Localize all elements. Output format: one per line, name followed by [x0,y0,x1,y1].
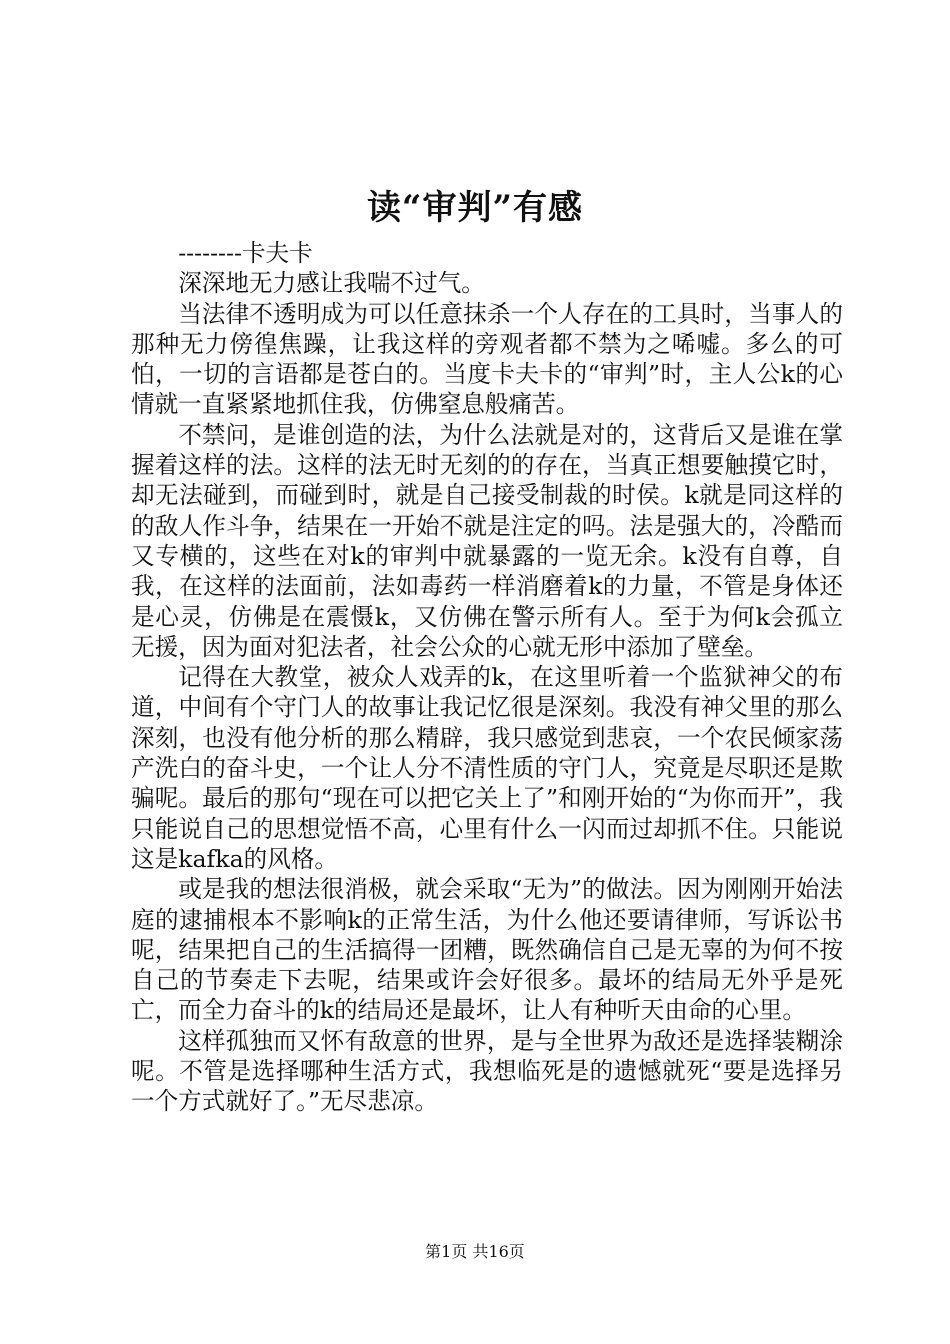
document-body [131,238,843,1117]
paragraph: 或是我的想法很消极，就会采取“无为”的做法。因为刚刚开始法庭的逮捕根本不影响k的正常生活，为什么他还要请律师，写诉讼书呢，结果把自己的生活搞得一团糟，既然确信自己是无辜的为何不按自己的节奏走下去呢，结果或许会好很多。最坏的结局无外乎是死亡，而全力奋斗的k的结局还是最坏，让人有种听天由命的心里。 [131,875,843,1025]
page-footer [0,1240,950,1264]
paragraph: 不禁问，是谁创造的法，为什么法就是对的，这背后又是谁在掌握着这样的法。这样的法无时无刻的的存在，当真正想要触摸它时，却无法碰到，而碰到时，就是自己接受制裁的时侯。k就是同这样的的敌人作斗争，结果在一开始不就是注定的吗。法是强大的，冷酷而又专横的，这些在对k的审判中就暴露的一览无余。k没有自尊，自我，在这样的法面前，法如毒药一样消磨着k的力量，不管是身体还是心灵，仿佛是在震慑k，又仿佛在警示所有人。至于为何k会孤立无援，因为面对犯法者，社会公众的心就无形中添加了壁垒。 [131,420,843,661]
page-indicator: 第1页 共16页 [425,1242,525,1261]
author-line: --------卡夫卡 [178,239,313,267]
paragraph: 记得在大教堂，被众人戏弄的k，在这里听着一个监狱神父的布道，中间有个守门人的故事让我记忆很是深刻。我没有神父里的那么深刻，也没有他分析的那么精辟，我只感觉到悲哀，一个农民倾家荡产洗白的奋斗史，一个让人分不清性质的守门人，究竟是尽职还是欺骗呢。最后的那句“现在可以把它关上了”和刚开始的“为你而开”，我只能说自己的思想觉悟不高，心里有什么一闪而过却抓不住。只能说这是kafka的风格。 [131,663,843,873]
paragraph: 深深地无力感让我喘不过气。 [178,269,485,298]
paragraph: 当法律不透明成为可以任意抹杀一个人存在的工具时，当事人的那种无力傍徨焦躁，让我这样的旁观者都不禁为之唏嘘。多么的可怕，一切的言语都是苍白的。当度卡夫卡的“审判”时，主人公k的心情就一直紧紧地抓住我，仿佛窒息般痛苦。 [131,299,843,419]
paragraph: 这样孤独而又怀有敌意的世界，是与全世界为敌还是选择装糊涂呢。不管是选择哪种生活方式，我想临死是的遗憾就死“要是选择另一个方式就好了。”无尽悲凉。 [131,1026,843,1116]
document-title: 读“审判”有感 [366,188,584,228]
